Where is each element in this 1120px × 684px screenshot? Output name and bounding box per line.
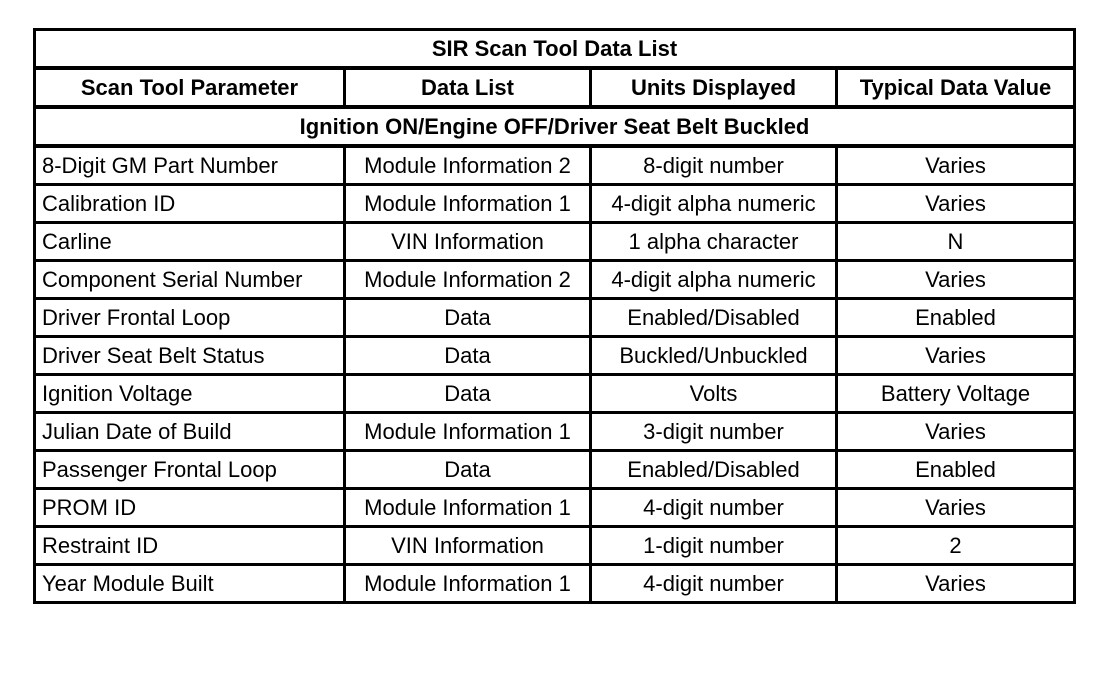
- param-cell: 8-Digit GM Part Number: [36, 148, 346, 186]
- typical-value-cell: 2: [838, 528, 1073, 566]
- units-cell: 3-digit number: [592, 414, 838, 452]
- header-scan-tool-parameter: Scan Tool Parameter: [36, 70, 346, 109]
- typical-value-cell: Battery Voltage: [838, 376, 1073, 414]
- table-title-row: [36, 31, 1073, 70]
- data-list-cell: VIN Information: [346, 224, 592, 262]
- data-list-cell: Module Information 1: [346, 414, 592, 452]
- units-cell: 8-digit number: [592, 148, 838, 186]
- condition-row: [36, 109, 1073, 148]
- units-cell: Enabled/Disabled: [592, 300, 838, 338]
- data-list-cell: Module Information 1: [346, 566, 592, 601]
- header-data-list: Data List: [346, 70, 592, 109]
- table-row: [36, 566, 1073, 601]
- table-row: [36, 300, 1073, 338]
- typical-value-cell: Enabled: [838, 300, 1073, 338]
- table-row: [36, 262, 1073, 300]
- param-cell: Julian Date of Build: [36, 414, 346, 452]
- units-cell: Enabled/Disabled: [592, 452, 838, 490]
- param-cell: Ignition Voltage: [36, 376, 346, 414]
- header-typical-data-value: Typical Data Value: [838, 70, 1073, 109]
- table-row: [36, 528, 1073, 566]
- data-list-cell: VIN Information: [346, 528, 592, 566]
- units-cell: 4-digit number: [592, 566, 838, 601]
- table-row: [36, 414, 1073, 452]
- data-list-cell: Data: [346, 300, 592, 338]
- table-row: [36, 148, 1073, 186]
- sir-scan-tool-data-table: [33, 28, 1076, 604]
- data-list-cell: Module Information 2: [346, 262, 592, 300]
- data-list-cell: Data: [346, 338, 592, 376]
- typical-value-cell: Varies: [838, 490, 1073, 528]
- data-list-cell: Module Information 2: [346, 148, 592, 186]
- table-row: [36, 490, 1073, 528]
- units-cell: Volts: [592, 376, 838, 414]
- units-cell: Buckled/Unbuckled: [592, 338, 838, 376]
- units-cell: 4-digit number: [592, 490, 838, 528]
- data-list-cell: Module Information 1: [346, 490, 592, 528]
- typical-value-cell: Varies: [925, 571, 986, 596]
- param-cell: Component Serial Number: [36, 262, 346, 300]
- units-cell: 4-digit alpha numeric: [592, 262, 838, 300]
- param-cell: Driver Seat Belt Status: [36, 338, 346, 376]
- typical-value-cell: Enabled: [838, 452, 1073, 490]
- table-title: SIR Scan Tool Data List: [36, 31, 1073, 70]
- param-cell: PROM ID: [36, 490, 346, 528]
- units-cell: 1 alpha character: [592, 224, 838, 262]
- units-cell: 4-digit alpha numeric: [592, 186, 838, 224]
- param-cell: Driver Frontal Loop: [36, 300, 346, 338]
- typical-value-cell: Varies: [838, 262, 1073, 300]
- typical-value-cell: Varies: [838, 338, 1073, 376]
- param-cell: Calibration ID: [36, 186, 346, 224]
- param-cell: Carline: [36, 224, 346, 262]
- table-header-row: [36, 70, 1073, 109]
- param-cell: Year Module Built: [36, 566, 346, 601]
- table-row: [36, 338, 1073, 376]
- units-cell: 1-digit number: [592, 528, 838, 566]
- data-list-cell: Module Information 1: [346, 186, 592, 224]
- table-row: [36, 186, 1073, 224]
- typical-value-cell: Varies: [838, 414, 1073, 452]
- condition-label: Ignition ON/Engine OFF/Driver Seat Belt Buckled: [36, 109, 1073, 148]
- sir-data-table-container: [33, 28, 1070, 604]
- header-units-displayed: Units Displayed: [592, 70, 838, 109]
- table-row: [36, 452, 1073, 490]
- table-row: [36, 224, 1073, 262]
- typical-value-cell: N: [838, 224, 1073, 262]
- typical-value-cell: Varies: [838, 148, 1073, 186]
- typical-value-cell: Varies: [838, 186, 1073, 224]
- table-row: [36, 376, 1073, 414]
- data-list-cell: Data: [346, 376, 592, 414]
- param-cell: Passenger Frontal Loop: [36, 452, 346, 490]
- param-cell: Restraint ID: [36, 528, 346, 566]
- data-list-cell: Data: [346, 452, 592, 490]
